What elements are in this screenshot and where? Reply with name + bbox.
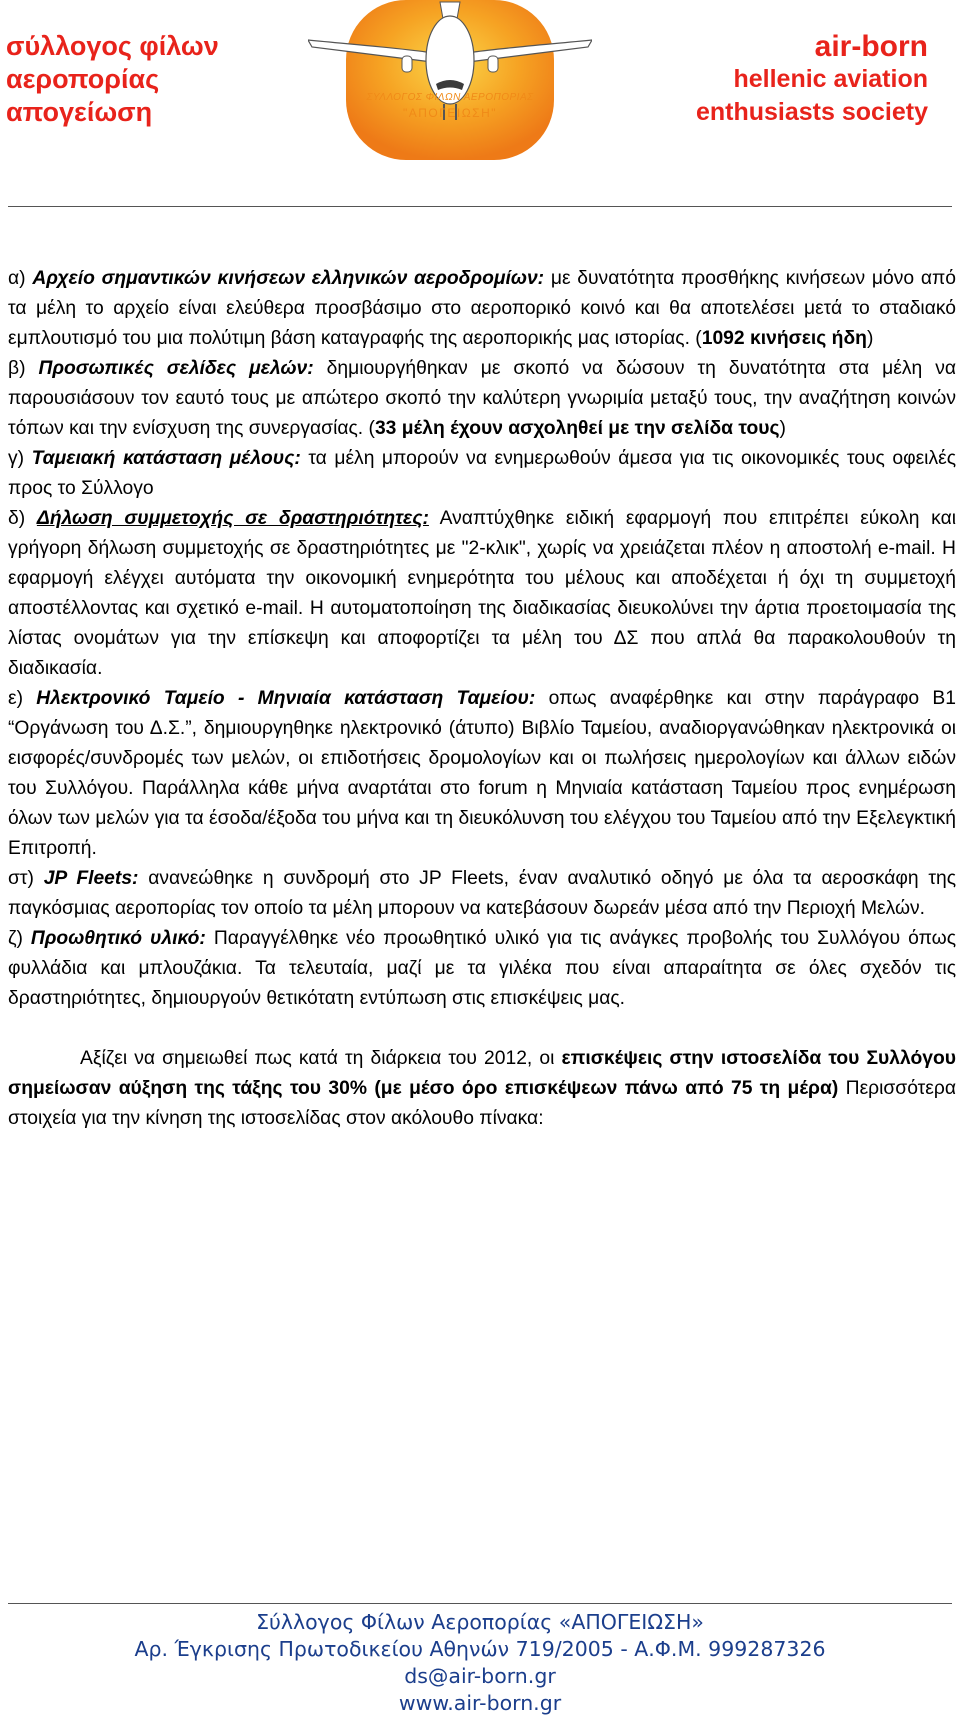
closing-start: Αξίζει να σημειωθεί πως κατά τη διάρκεια του 2012, οι (80, 1048, 562, 1069)
item-prefix: ζ) (8, 928, 31, 949)
footer-divider (8, 1603, 952, 1604)
list-item-z (8, 924, 956, 1014)
page-footer (0, 1609, 960, 1717)
item-text: δημιουργήθηκαν με σκοπό να δώσουν τη δυνατότητα στα μέλη να παρουσιάσουν τον εαυτό τους με απώτερο σκοπό την καλύτερη γνωριμία μεταξύ τους, την αναζήτηση κοινών τόπων και την ενίσχυση της συνεργασίας. ( (8, 358, 956, 439)
list-item-c (8, 444, 956, 504)
header-right-line-1: hellenic aviation (733, 65, 928, 93)
item-prefix: ε) (8, 688, 37, 709)
item-label: Δήλωση συμμετοχής σε δραστηριότητες: (36, 508, 429, 529)
item-prefix: γ) (8, 448, 32, 469)
list-item-d (8, 504, 956, 684)
footer-society-name: Σύλλογος Φίλων Αεροπορίας «ΑΠΟΓΕΙΩΣΗ» (256, 1610, 704, 1634)
item-highlight: 33 μέλη έχουν ασχοληθεί με την σελίδα τους (374, 418, 780, 439)
item-prefix: δ) (8, 508, 37, 529)
item-label: Προσωπικές σελίδες μελών: (38, 358, 314, 379)
header-left-line-1: σύλλογος φίλων (6, 31, 219, 61)
item-label: Προωθητικό υλικό: (30, 928, 206, 949)
list-item-a (8, 264, 956, 354)
list-item-b (8, 354, 956, 444)
item-label: Ηλεκτρονικό Ταμείο - Μηνιαία κατάσταση Ταμείου: (36, 688, 536, 709)
logo-text-line-2: "ΑΠΟΓΕΙΩΣΗ" (402, 106, 498, 120)
header-english-name (696, 30, 928, 129)
item-tail: ) (779, 418, 786, 439)
item-text: οπως αναφέρθηκε και στην παράγραφο Β1 “Οργάνωση του Δ.Σ.”, δημιουργηθηκε ηλεκτρονικό (άτυπο) Βιβλίο Ταμείου, αναδιοργανώθηκαν ηλεκτρονικά οι εισφορές/συνδρομές των μελών, οι επιδοτήσεις δρομολογίων και οι πωλήσεις ημερολογίων και άλλων ειδών του Συλλόγου. Παράλληλα κάθε μήνα αναρτάται στο forum η Μηνιαία κατάσταση Ταμείου προς ενημέρωση όλων των μελών για τα έσοδα/έξοδα του μήνα και τη διευκόλυνση του ελέγχου του Ταμείου από την Εξελεγκτική Επιτροπή. (8, 688, 956, 859)
closing-end: Περισσότερα στοιχεία για την κίνηση της ιστοσελίδας στον ακόλουθο πίνακα: (8, 1078, 956, 1129)
paragraph-gap (8, 1014, 956, 1044)
item-tail: ) (866, 328, 874, 349)
item-highlight: 1092 κινήσεις ήδη (701, 328, 867, 349)
header-right-line-2: enthusiasts society (695, 98, 928, 126)
item-prefix: β) (8, 358, 39, 379)
item-label: Ταμειακή κατάσταση μέλους: (31, 448, 301, 469)
item-text: Αναπτύχθηκε ειδική εφαρμογή που επιτρέπει εύκολη και γρήγορη δήλωση συμμετοχής σε δραστηριότητες με "2-κλικ", χωρίς να χρειάζεται πλέον η αποστολή e-mail. Η εφαρμογή ελέγχει αυτόματα την οικονομική ενημερότητα του μέλους και αποδέχεται ή όχι τη συμμετοχή αποστέλλοντας και σχετικό e-mail. Η αυτοματοποίηση της διαδικασίας διευκολύνει την άρτια προετοιμασία της λίστας ονομάτων για την επίσκεψη και αποφορτίζει τα μέλη του ΔΣ που απλά θα παρακολουθούν τη διαδικασία. (8, 508, 956, 679)
item-prefix: α) (8, 268, 33, 289)
header-divider (8, 206, 952, 207)
closing-highlight: επισκέψεις στην ιστοσελίδα του Συλλόγου σημείωσαν αύξηση της τάξης του 30% (με μέσο όρο επισκέψεων πάνω από 75 τη μέρα) (8, 1048, 956, 1099)
item-label: JP Fleets: (43, 868, 139, 889)
document-body (8, 264, 956, 1134)
header-left-line-2: αεροπορίας (6, 64, 160, 94)
item-text: τα μέλη μπορούν να ενημερωθούν άμεσα για τις οικονομικές τους οφειλές προς το Σύλλογο (8, 448, 956, 499)
airplane-logo-icon (308, 0, 592, 172)
closing-paragraph (8, 1044, 956, 1134)
list-item-e (8, 684, 956, 864)
item-prefix: στ) (8, 868, 44, 889)
footer-email-link[interactable]: ds@air-born.gr (404, 1664, 556, 1688)
item-text: Παραγγέλθηκε νέο προωθητικό υλικό για τις ανάγκες προβολής του Συλλόγου όπως φυλλάδια και μπλουζάκια. Τα τελευταία, μαζί με τα γιλέκα που είναι απαραίτητα σε όλες σχεδόν τις δραστηριότητες, δημιουργούν θετικότατη εντύπωση στις επισκέψεις μας. (8, 928, 956, 1009)
item-text: ανανεώθηκε η συνδρομή στο JP Fleets, έναν αναλυτικό οδηγό με όλα τα αεροσκάφη της παγκόσμιας αεροπορίας τον οποίο τα μέλη μπορουν να κατεβάσουν δωρεάν μέσα από την Περιοχή Μελών. (8, 868, 957, 919)
item-text: με δυνατότητα προσθήκης κινήσεων μόνο από τα μέλη το αρχείο είναι ελεύθερα προσβάσιμο στο αεροπορικό κοινό και θα αποτελέσει μετά το σταδιακό εμπλουτισμό του μια πολύτιμη βάση καταγραφής της αεροπορικής μας ιστορίας. ( (8, 268, 957, 349)
header-right-title: air-born (814, 30, 928, 63)
header-left-line-3: απογείωση (6, 97, 153, 127)
footer-website-link[interactable]: www.air-born.gr (398, 1691, 562, 1715)
society-logo (308, 0, 592, 172)
footer-registration: Αρ. Έγκρισης Πρωτοδικείου Αθηνών 719/2005 - Α.Φ.Μ. 999287326 (134, 1637, 826, 1661)
logo-text-line-1: ΣΥΛΛΟΓΟΣ ΦΙΛΩΝ ΑΕΡΟΠΟΡΙΑΣ (366, 92, 534, 103)
header-society-name (6, 30, 219, 129)
list-item-st (8, 864, 956, 924)
item-label: Αρχείο σημαντικών κινήσεων ελληνικών αεροδρομίων: (32, 268, 545, 289)
